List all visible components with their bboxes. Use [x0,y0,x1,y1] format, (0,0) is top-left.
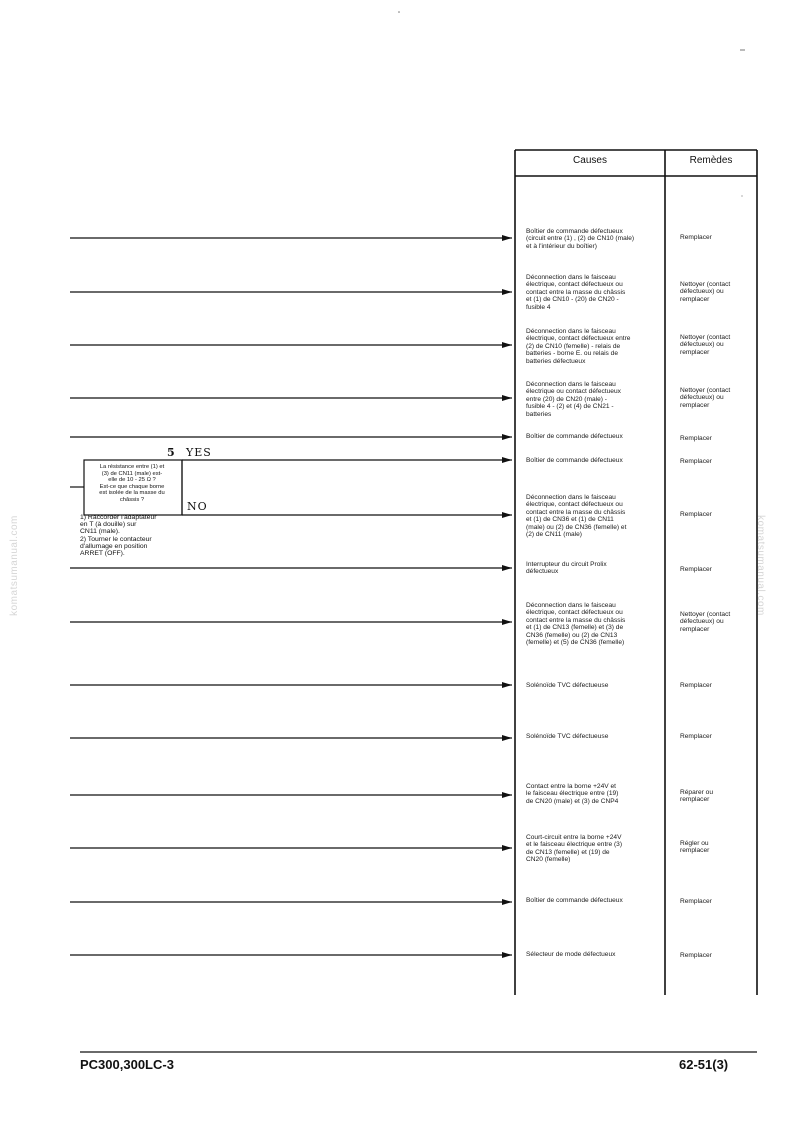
remedy-4: Nettoyer (contact défectueux) ou remplacer [680,387,731,409]
procedure-steps: 1) Raccorder l'adaptateur en T (à douille) sur CN11 (male). 2) Tourner le contacteur d'allumage en position ARRET (OFF). [80,514,157,558]
footer-page-number: 62-51(3) [679,1057,729,1072]
remedy-6: Remplacer [680,458,712,465]
cause-12: Contact entre la borne +24V et le faisceau électrique entre (19) de CN20 (male) et (3) de CNP4 [526,783,619,805]
cause-2: Déconnection dans le faisceau électrique, contact défectueux ou contact entre la masse du châssis et (1) de CN10 - (20) de CN20 - fusible 4 [526,274,626,311]
remedy-1: Remplacer [680,234,712,241]
remedy-7: Remplacer [680,511,712,518]
cause-6: Boîtier de commande défectueux [526,457,623,464]
step-number: 5 [167,446,175,459]
question-text: La résistance entre (1) et (3) de CN11 (male) est- elle de 10 - 25 Ω ? Est-ce que chaque borne est isolée de la masse du châssis ? [99,464,165,503]
remedy-14: Remplacer [680,898,712,905]
footer-model: PC300,300LC-3 [80,1057,174,1072]
remedy-15: Remplacer [680,952,712,959]
cause-9: Déconnection dans le faisceau électrique, contact défectueux ou contact entre la masse du châssis et (1) de CN13 (femelle) et (3) de CN36 (femelle) ou (2) de CN13 (femelle) et (5) de CN36 (femelle) [526,602,626,647]
watermark-left: komatsumanual.com [8,515,20,616]
remedy-13: Régler ou remplacer [680,840,710,855]
cause-1: Boîtier de commande défectueux (circuit entre (1) , (2) de CN10 (male) et à l'intérieur du boîtier) [526,228,635,250]
cause-14: Boîtier de commande défectueux [526,897,623,904]
cause-4: Déconnection dans le faisceau électrique ou contact défectueux entre (20) de CN20 (male) - fusible 4 - (2) et (4) de CN21 - batteries [526,381,621,418]
remedy-9: Nettoyer (contact défectueux) ou remplacer [680,611,731,633]
cause-5: Boîtier de commande défectueux [526,433,623,440]
arrow-lines [70,238,512,955]
cause-8: Interrupteur du circuit Prolix défectueux [526,561,607,576]
yes-label: YES [186,446,212,459]
remedy-12: Réparer ou remplacer [680,789,713,804]
remedy-11: Remplacer [680,733,712,740]
cause-10: Solénoïde TVC défectueuse [526,682,609,689]
cause-7: Déconnection dans le faisceau électrique, contact défectueux ou contact entre la masse du châssis et (1) de CN36 et (1) de CN11 (male) ou (2) de CN36 (femelle) et (2) de CN11 (male) [526,494,627,539]
remedy-3: Nettoyer (contact défectueux) ou remplacer [680,334,731,356]
remedy-5: Remplacer [680,435,712,442]
no-label: NO [187,500,208,513]
cause-11: Solénoïde TVC défectueuse [526,733,609,740]
remedy-2: Nettoyer (contact défectueux) ou remplacer [680,281,731,303]
cause-3: Déconnection dans le faisceau électrique, contact défectueux entre (2) de CN10 (femelle) - relais de batteries - borne E. ou relais de batteries défectueux [526,328,631,365]
cause-15: Sélecteur de mode défectueux [526,951,616,958]
header-causes: Causes [573,155,607,166]
header-remedes: Remèdes [689,155,733,166]
remedy-8: Remplacer [680,566,712,573]
remedy-10: Remplacer [680,682,712,689]
watermark-right: komatsumanual.com [754,515,766,616]
cause-13: Court-circuit entre la borne +24V et le faisceau électrique entre (3) de CN13 (femelle) et (19) de CN20 (femelle) [526,834,623,864]
